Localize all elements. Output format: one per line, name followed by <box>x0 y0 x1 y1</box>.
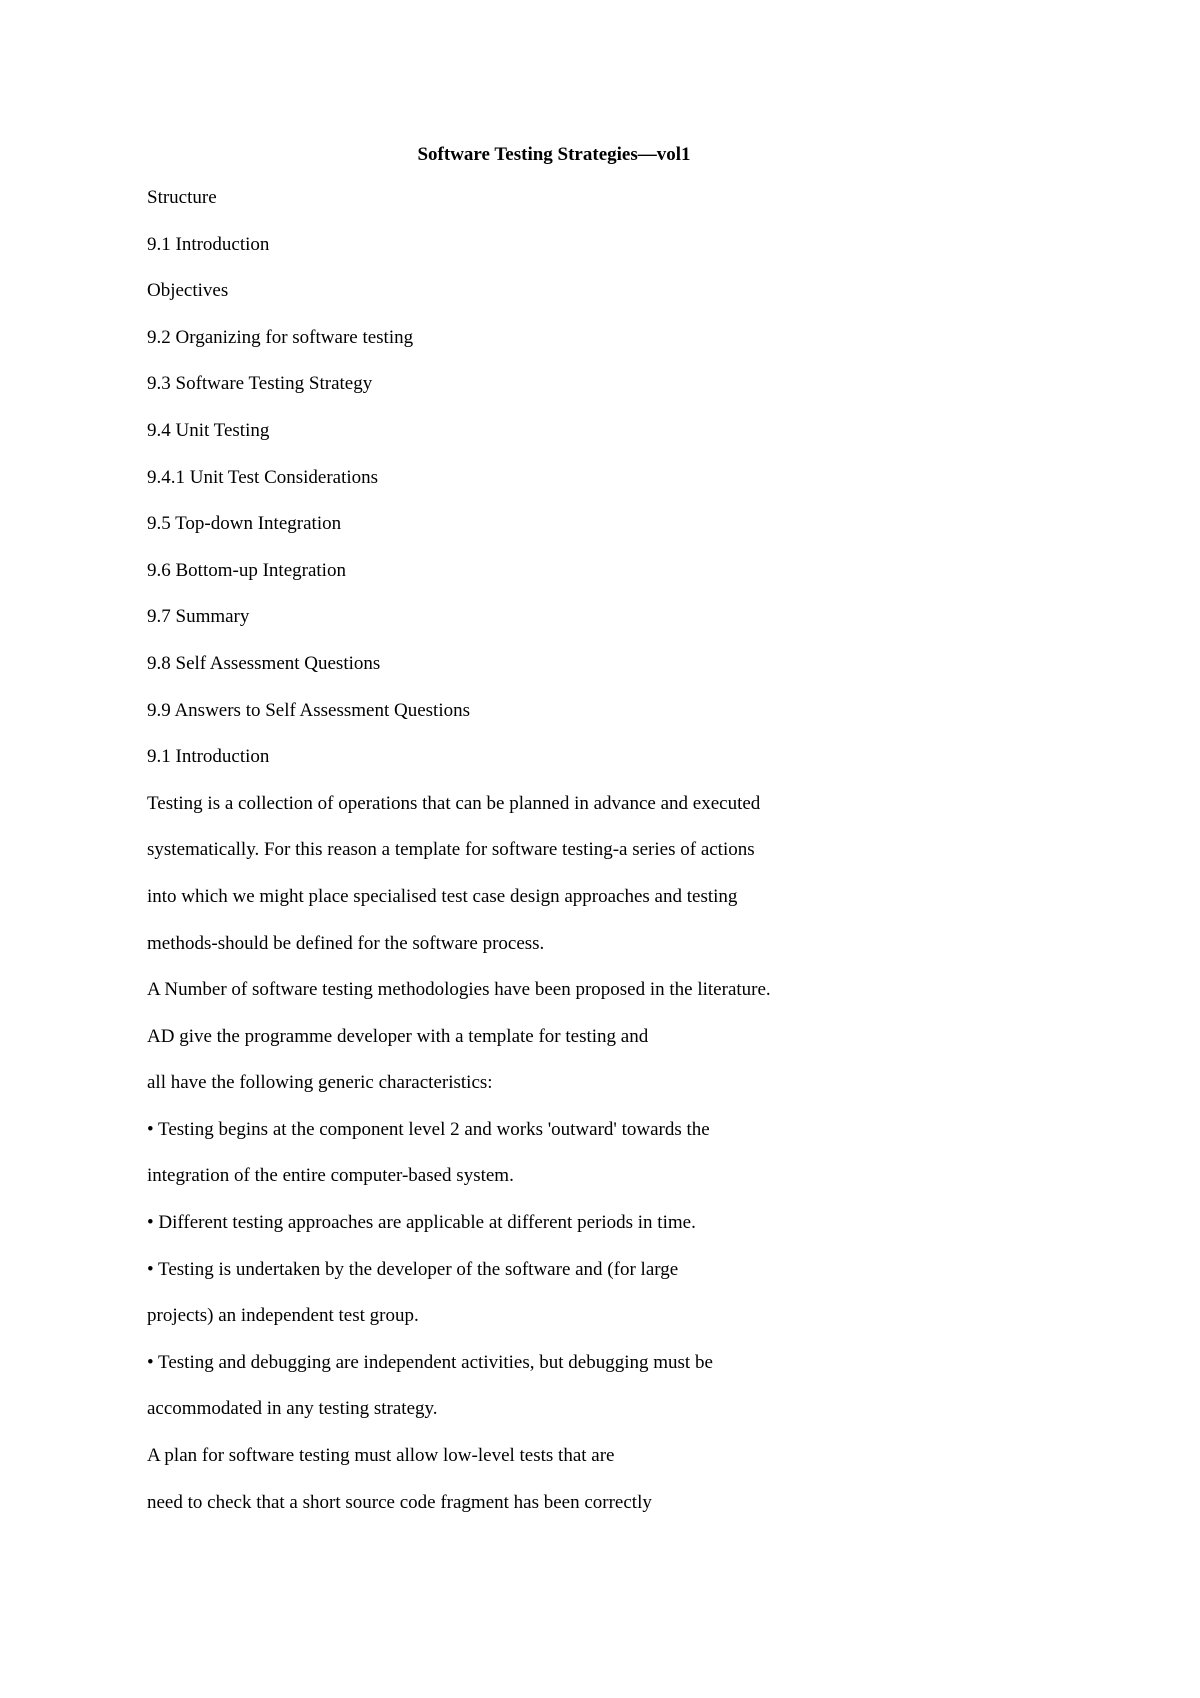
body-line: • Testing and debugging are independent activities, but debugging must be <box>147 1351 713 1373</box>
body-line: 9.1 Introduction <box>147 233 270 255</box>
body-line: Testing is a collection of operations that can be planned in advance and executed <box>147 792 761 814</box>
body-line: 9.1 Introduction <box>147 746 270 768</box>
body-line: all have the following generic characteristics: <box>147 1072 493 1094</box>
body-line: accommodated in any testing strategy. <box>147 1398 438 1420</box>
body-line: A plan for software testing must allow low-level tests that are <box>147 1445 615 1467</box>
body-line: 9.3 Software Testing Strategy <box>147 373 373 395</box>
body-line: • Different testing approaches are applicable at different periods in time. <box>147 1212 696 1234</box>
body-line: • Testing begins at the component level 2 and works 'outward' towards the <box>147 1118 710 1140</box>
body-line: 9.6 Bottom-up Integration <box>147 559 346 581</box>
body-line: • Testing is undertaken by the developer of the software and (for large <box>147 1258 679 1280</box>
body-line: into which we might place specialised test case design approaches and testing <box>147 885 738 907</box>
body-line: 9.2 Organizing for software testing <box>147 326 414 348</box>
body-line: need to check that a short source code fragment has been correctly <box>147 1491 652 1513</box>
document-body <box>147 186 907 1537</box>
body-line: AD give the programme developer with a template for testing and <box>147 1025 649 1047</box>
body-line: methods-should be defined for the software process. <box>147 932 545 954</box>
body-line: Objectives <box>147 280 229 302</box>
document-title: Software Testing Strategies—vol1 <box>417 144 691 165</box>
body-line: Structure <box>147 187 217 208</box>
body-line: 9.5 Top-down Integration <box>147 513 342 535</box>
body-line: integration of the entire computer-based system. <box>147 1165 514 1187</box>
body-line: 9.7 Summary <box>147 606 250 628</box>
body-line: A Number of software testing methodologies have been proposed in the literature. <box>147 979 771 1001</box>
body-line: 9.8 Self Assessment Questions <box>147 652 381 674</box>
body-line: projects) an independent test group. <box>147 1305 419 1327</box>
body-line: 9.4 Unit Testing <box>147 419 270 441</box>
body-line: 9.9 Answers to Self Assessment Questions <box>147 699 470 721</box>
body-line: 9.4.1 Unit Test Considerations <box>147 466 379 488</box>
body-line: systematically. For this reason a template for software testing-a series of actions <box>147 839 755 861</box>
